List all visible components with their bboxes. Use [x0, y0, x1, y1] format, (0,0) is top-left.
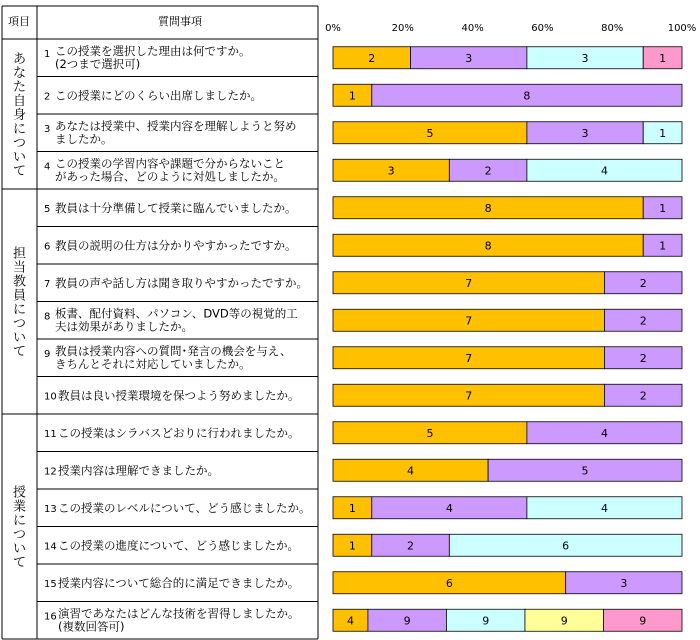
bar-value-label: 3: [581, 51, 589, 65]
category-label: あなた自身について: [12, 52, 27, 179]
question-number: 15: [44, 578, 57, 590]
question-number: 13: [44, 503, 57, 515]
item-column-header: 項目: [8, 15, 30, 28]
question-number: 5: [44, 203, 51, 215]
question-text: この授業のレベルについて、どう感じましたか。: [58, 500, 311, 515]
bar-value-label: 8: [523, 89, 531, 103]
question-text: この授業にどのくらい出席しましたか。: [55, 88, 262, 103]
bar-value-label: 4: [600, 426, 608, 440]
question-text: 教員は良い授業環境を保つよう努めましたか。: [58, 388, 300, 403]
question-text: 演習であなたはどんな技術を習得しましたか。(複数回答可): [58, 606, 300, 634]
bar-value-label: 4: [600, 501, 608, 515]
question-text: この授業はシラバスどおりに行われましたか。: [58, 425, 300, 440]
bar-value-label: 1: [348, 501, 356, 515]
question-text: この授業の進度について、どう感じましたか。: [58, 538, 300, 553]
bar-value-label: 5: [581, 464, 589, 478]
bar-value-label: 4: [346, 614, 354, 628]
question-column-header: 質問事項: [158, 15, 202, 28]
category-labels: [13, 52, 26, 571]
bar-value-label: 6: [445, 576, 453, 590]
question-number: 14: [44, 541, 57, 553]
category-label: 授業について: [12, 485, 27, 571]
bar-value-label: 4: [407, 464, 415, 478]
bar-value-label: 2: [407, 539, 415, 553]
bar-value-label: 9: [403, 614, 411, 628]
bar-value-label: 8: [484, 201, 492, 215]
bar-value-label: 1: [659, 239, 667, 253]
x-tick-label: 20%: [391, 23, 414, 34]
question-text: 教員は授業内容への質問･発言の機会を与え、きちんとそれに対応していましたか。: [55, 343, 292, 371]
x-axis: [325, 23, 696, 34]
bar-value-label: 6: [562, 539, 570, 553]
x-tick-label: 80%: [601, 23, 624, 34]
bar-value-label: 7: [465, 314, 473, 328]
bar-value-label: 7: [465, 389, 473, 403]
question-text: 教員は十分準備して授業に臨んでいましたか。: [55, 200, 297, 215]
bar-value-label: 1: [348, 89, 356, 103]
bar-value-label: 2: [639, 389, 647, 403]
bar-value-label: 3: [387, 164, 395, 178]
bar-value-label: 1: [659, 201, 667, 215]
question-text: 板書、配付資料、パソコン、DVD等の視覚的工夫は効果がありましたか。: [55, 306, 298, 334]
x-tick-label: 100%: [667, 23, 697, 34]
bar-value-label: 3: [581, 126, 589, 140]
question-number: 2: [44, 91, 51, 103]
question-text: 授業内容について総合的に満足できましたか。: [58, 575, 300, 590]
question-number: 8: [44, 311, 51, 323]
bar-value-label: 5: [426, 426, 434, 440]
bar-value-label: 3: [620, 576, 628, 590]
question-number: 4: [44, 161, 51, 173]
bar-value-label: 4: [600, 164, 608, 178]
bar-value-label: 9: [639, 614, 647, 628]
bar-rows: [333, 47, 682, 632]
bar-value-label: 8: [484, 239, 492, 253]
category-label: 担当教員について: [12, 246, 27, 360]
question-text: あなたは授業中、授業内容を理解しようと努めましたか。: [55, 118, 297, 146]
question-number: 7: [44, 278, 51, 290]
bar-value-label: 1: [659, 126, 667, 140]
bar-value-label: 1: [348, 539, 356, 553]
question-number: 11: [44, 428, 57, 440]
question-text: 授業内容は理解できましたか。: [58, 463, 219, 478]
x-tick-label: 60%: [531, 23, 554, 34]
bar-value-label: 2: [368, 51, 376, 65]
bar-value-label: 1: [659, 51, 667, 65]
bar-value-label: 5: [426, 126, 434, 140]
x-tick-label: 40%: [461, 23, 484, 34]
x-tick-label: 0%: [325, 23, 341, 34]
question-number: 6: [44, 241, 51, 253]
question-text: この授業の学習内容や課題で分からないことがあった場合、どのように対処しましたか。: [55, 156, 285, 184]
bar-value-label: 2: [639, 351, 647, 365]
question-number: 10: [44, 391, 57, 403]
bar-value-label: 7: [465, 276, 473, 290]
bar-value-label: 9: [482, 614, 490, 628]
bar-value-label: 2: [639, 314, 647, 328]
bar-value-label: 2: [484, 164, 492, 178]
bar-value-label: 4: [445, 501, 453, 515]
question-text: 教員の声や話し方は聞き取りやすかったですか。: [55, 275, 308, 290]
bar-value-label: 2: [639, 276, 647, 290]
question-number: 12: [44, 466, 57, 478]
bar-value-label: 7: [465, 351, 473, 365]
question-number: 9: [44, 348, 51, 360]
question-number: 1: [44, 48, 51, 60]
question-text: この授業を選択した理由は何ですか。(2つまで選択可): [55, 43, 251, 71]
question-number: 3: [44, 123, 51, 135]
bar-value-label: 9: [560, 614, 568, 628]
question-text: 教員の説明の仕方は分かりやすかったですか。: [55, 238, 297, 253]
bar-value-label: 3: [465, 51, 473, 65]
question-number: 16: [44, 611, 57, 623]
